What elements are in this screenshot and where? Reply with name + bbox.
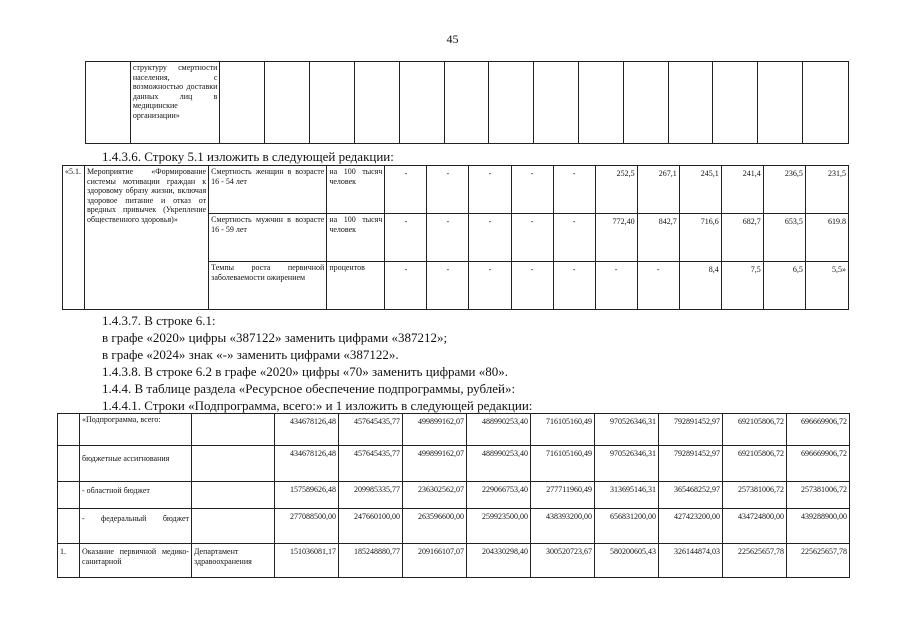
value-cell: 692105806,72 — [723, 414, 787, 446]
measure-name: Мероприятие «Формирование системы мотивации граждан к здоровому образу жизни, включая здоровое питание и отказ от вредных привычек (Укрепление общественного здоровья)» — [85, 166, 209, 310]
value-cell: 247660100,00 — [339, 509, 403, 544]
value-cell: - — [511, 166, 553, 214]
paragraph-1-4-3-6: 1.4.3.6. Строку 5.1 изложить в следующей редакции: — [102, 149, 394, 164]
value-cell: 656831200,00 — [595, 509, 659, 544]
value-cell: 245,1 — [679, 166, 721, 214]
value-cell: 696669906,72 — [787, 414, 850, 446]
value-cell: 151036081,17 — [275, 544, 339, 578]
row-name: Оказание первичной медико-санитарной — [80, 544, 192, 578]
row-number — [58, 482, 80, 509]
row-number — [58, 509, 80, 544]
value-cell: 209166107,07 — [403, 544, 467, 578]
resources-table — [57, 413, 850, 578]
value-cell: 257381006,72 — [787, 482, 850, 509]
value-cell: 580200605,43 — [595, 544, 659, 578]
row-name: - федеральный бюджет — [80, 509, 192, 544]
value-cell: 229066753,40 — [467, 482, 531, 509]
paragraph-row-6-1-b: в графе «2024» знак «-» заменить цифрами «387122». — [102, 347, 399, 362]
value-cell: 692105806,72 — [723, 446, 787, 482]
row-name: - областной бюджет — [80, 482, 192, 509]
value-cell: 772,40 — [595, 214, 637, 262]
indicator-name: Смертность мужчин в возрасте 16 - 59 лет — [209, 214, 327, 262]
table-row — [58, 414, 850, 446]
value-cell: 427423200,00 — [659, 509, 723, 544]
row-number: «5.1. — [63, 166, 85, 310]
value-cell: 488990253,40 — [467, 446, 531, 482]
value-cell: 716105160,49 — [531, 414, 595, 446]
value-cell: 8,4 — [679, 262, 721, 310]
value-cell: 970526346,31 — [595, 414, 659, 446]
table-row — [58, 446, 850, 482]
indicator-unit: на 100 тысяч человек — [327, 166, 385, 214]
value-cell: 277088500,00 — [275, 509, 339, 544]
value-cell: - — [427, 262, 469, 310]
row-executor — [192, 509, 275, 544]
value-cell: 267,1 — [637, 166, 679, 214]
value-cell: - — [637, 262, 679, 310]
value-cell: 7,5 — [721, 262, 763, 310]
value-cell: 157589626,48 — [275, 482, 339, 509]
indicator-unit: процентов — [327, 262, 385, 310]
indicator-name: Темпы роста первичной заболеваемости ожирением — [209, 262, 327, 310]
value-cell: - — [469, 214, 511, 262]
table-row — [58, 509, 850, 544]
value-cell: 792891452,97 — [659, 446, 723, 482]
value-cell: 6,5 — [763, 262, 805, 310]
value-cell: - — [595, 262, 637, 310]
value-cell: 209985335,77 — [339, 482, 403, 509]
page-number: 45 — [446, 32, 459, 46]
top-table-text: структуру смертности населения, с возможностью доставки данных лиц в медицинские организации» — [130, 62, 220, 144]
value-cell: - — [469, 262, 511, 310]
value-cell: 5,5» — [805, 262, 848, 310]
value-cell: 225625657,78 — [723, 544, 787, 578]
value-cell: 682,7 — [721, 214, 763, 262]
row-name: бюджетные ассигнования — [80, 446, 192, 482]
paragraph-row-6-1-a: в графе «2020» цифры «387122» заменить цифрами «387212»; — [102, 330, 448, 345]
indicator-name: Смертность женщин в возрасте 16 - 54 лет — [209, 166, 327, 214]
value-cell: 300520723,67 — [531, 544, 595, 578]
value-cell: 434678126,48 — [275, 446, 339, 482]
value-cell: 185248880,77 — [339, 544, 403, 578]
value-cell: - — [553, 166, 595, 214]
value-cell: 842,7 — [637, 214, 679, 262]
value-cell: 488990253,40 — [467, 414, 531, 446]
value-cell: - — [385, 166, 427, 214]
row-number: 1. — [58, 544, 80, 578]
value-cell: 236302562,07 — [403, 482, 467, 509]
value-cell: 313695146,31 — [595, 482, 659, 509]
value-cell: 236,5 — [763, 166, 805, 214]
value-cell: 277711960,49 — [531, 482, 595, 509]
value-cell: - — [427, 166, 469, 214]
value-cell: 970526346,31 — [595, 446, 659, 482]
value-cell: - — [385, 262, 427, 310]
value-cell: 225625657,78 — [787, 544, 850, 578]
value-cell: 259923500,00 — [467, 509, 531, 544]
value-cell: - — [469, 166, 511, 214]
value-cell: 257381006,72 — [723, 482, 787, 509]
value-cell: 231,5 — [805, 166, 848, 214]
value-cell: 696669906,72 — [787, 446, 850, 482]
table-row — [58, 544, 850, 578]
value-cell: - — [511, 262, 553, 310]
indicator-unit: на 100 тысяч человек — [327, 214, 385, 262]
value-cell: 438393200,00 — [531, 509, 595, 544]
row-executor — [192, 446, 275, 482]
row-number — [58, 446, 80, 482]
value-cell: 434724800,00 — [723, 509, 787, 544]
value-cell: 457645435,77 — [339, 414, 403, 446]
value-cell: 457645435,77 — [339, 446, 403, 482]
row-name: «Подпрограмма, всего: — [80, 414, 192, 446]
value-cell: 326144874,03 — [659, 544, 723, 578]
value-cell: 241,4 — [721, 166, 763, 214]
value-cell: 792891452,97 — [659, 414, 723, 446]
paragraph-1-4-3-8: 1.4.3.8. В строке 6.2 в графе «2020» цифры «70» заменить цифрами «80». — [102, 364, 509, 379]
value-cell: - — [511, 214, 553, 262]
value-cell: 716,6 — [679, 214, 721, 262]
row-executor — [192, 414, 275, 446]
value-cell: 619.8 — [805, 214, 848, 262]
value-cell: - — [553, 214, 595, 262]
value-cell: 365468252,97 — [659, 482, 723, 509]
value-cell: 653,5 — [763, 214, 805, 262]
paragraph-1-4-4-1: 1.4.4.1. Строки «Подпрограмма, всего:» и 1 изложить в следующей редакции: — [102, 398, 533, 413]
table-row — [58, 482, 850, 509]
value-cell: - — [385, 214, 427, 262]
row-executor: Департамент здравоохранения — [192, 544, 275, 578]
value-cell: 439288900,00 — [787, 509, 850, 544]
value-cell: 499899162,07 — [403, 446, 467, 482]
value-cell: - — [427, 214, 469, 262]
value-cell: - — [553, 262, 595, 310]
value-cell: 252,5 — [595, 166, 637, 214]
table-row-5-1 — [62, 165, 849, 310]
value-cell: 716105160,49 — [531, 446, 595, 482]
value-cell: 499899162,07 — [403, 414, 467, 446]
paragraph-1-4-3-7: 1.4.3.7. В строке 6.1: — [102, 313, 216, 328]
row-number — [58, 414, 80, 446]
paragraph-1-4-4: 1.4.4. В таблице раздела «Ресурсное обеспечение подпрограммы, рублей»: — [102, 381, 516, 396]
value-cell: 263596600,00 — [403, 509, 467, 544]
row-executor — [192, 482, 275, 509]
top-table-fragment — [85, 61, 849, 144]
value-cell: 204330298,40 — [467, 544, 531, 578]
value-cell: 434678126,48 — [275, 414, 339, 446]
